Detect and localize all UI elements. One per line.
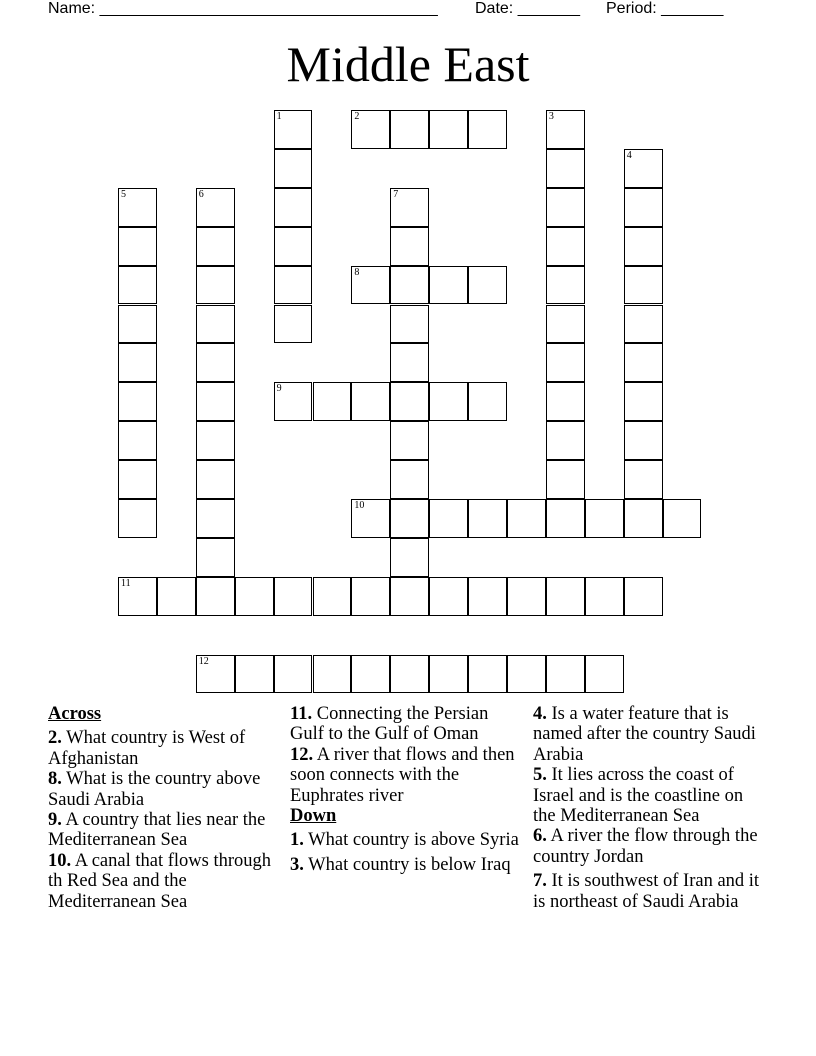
grid-cell[interactable] [585,499,624,538]
grid-cell[interactable] [429,499,468,538]
grid-cell[interactable] [390,655,429,694]
grid-cell[interactable] [118,343,157,382]
grid-cell[interactable] [624,499,663,538]
grid-cell[interactable] [196,382,235,421]
grid-cell[interactable] [390,188,429,227]
grid-cell[interactable] [546,305,585,344]
grid-cell[interactable] [546,188,585,227]
grid-cell[interactable] [196,655,235,694]
grid-cell[interactable] [196,421,235,460]
clue-number: 9 [276,383,282,395]
grid-cell[interactable] [546,382,585,421]
clue-down-4: 4. Is a water feature that is named after the country Saudi Arabia [533,704,756,765]
grid-cell[interactable] [507,655,546,694]
grid-cell[interactable] [196,538,235,577]
grid-cell[interactable] [546,577,585,616]
clue-number: 6 [198,188,204,200]
grid-cell[interactable] [624,305,663,344]
clue-across-12: 12. A river that flows and then soon connects with the Euphrates river [290,744,515,806]
grid-cell[interactable] [546,227,585,266]
grid-cell[interactable] [663,499,702,538]
grid-cell[interactable] [274,110,313,149]
clue-down-5: 5. It lies across the coast of Israel and is the coastline on the Mediterranean Sea [533,765,744,827]
grid-cell[interactable] [235,655,274,694]
grid-cell[interactable] [118,460,157,499]
grid-cell[interactable] [351,577,390,616]
grid-cell[interactable] [585,655,624,694]
grid-cell[interactable] [507,499,546,538]
grid-cell[interactable] [118,421,157,460]
grid-cell[interactable] [546,499,585,538]
grid-cell[interactable] [118,577,157,616]
grid-cell[interactable] [624,460,663,499]
grid-cell[interactable] [274,149,313,188]
grid-cell[interactable] [468,266,507,305]
grid-cell[interactable] [429,382,468,421]
grid-cell[interactable] [118,499,157,538]
clue-column-1 [48,704,284,912]
grid-cell[interactable] [274,266,313,305]
grid-cell[interactable] [274,305,313,344]
clue-number: 11 [121,577,131,589]
grid-cell[interactable] [624,382,663,421]
grid-cell[interactable] [313,577,352,616]
grid-cell[interactable] [546,266,585,305]
grid-cell[interactable] [624,421,663,460]
clue-number: 7 [393,188,399,200]
grid-cell[interactable] [390,421,429,460]
clue-column-3 [533,704,769,912]
clue-down-6: 6. A river the flow through the country Jordan [533,826,758,867]
grid-cell[interactable] [624,149,663,188]
grid-cell[interactable] [235,577,274,616]
name-field[interactable]: Name: ______________________________________ [48,0,438,17]
grid-cell[interactable] [313,382,352,421]
grid-cell[interactable] [196,305,235,344]
clue-number: 3 [548,111,554,122]
grid-cell[interactable] [351,110,390,149]
grid-cell[interactable] [157,577,196,616]
grid-cell[interactable] [351,382,390,421]
clue-across-11: 11. Connecting the Persian Gulf to the Gulf of Oman [290,704,489,745]
grid-cell[interactable] [196,188,235,227]
grid-cell[interactable] [351,655,390,694]
grid-cell[interactable] [390,110,429,149]
across-heading: Across [48,704,102,724]
grid-cell[interactable] [390,343,429,382]
clue-across-8: 8. What is the country above Saudi Arabia [48,769,261,810]
grid-cell[interactable] [274,655,313,694]
grid-cell[interactable] [274,382,313,421]
grid-cell[interactable] [429,655,468,694]
grid-cell[interactable] [274,577,313,616]
page-title: Middle East [286,36,530,92]
grid-cell[interactable] [585,577,624,616]
clue-across-9: 9. A country that lies near the Mediterranean Sea [48,810,266,851]
grid-cell[interactable] [118,305,157,344]
grid-cell[interactable] [546,460,585,499]
grid-cell[interactable] [118,188,157,227]
grid-cell[interactable] [546,421,585,460]
grid-cell[interactable] [313,655,352,694]
grid-cell[interactable] [624,266,663,305]
grid-cell[interactable] [429,577,468,616]
grid-cell[interactable] [351,499,390,538]
period-field[interactable]: Period: _______ [606,0,724,17]
clue-across-2: 2. What country is West of Afghanistan [48,728,246,769]
grid-cell[interactable] [196,266,235,305]
clue-down-3: 3. What country is below Iraq [290,854,511,875]
grid-cell[interactable] [624,343,663,382]
clue-column-2 [290,704,526,875]
grid-cell[interactable] [390,382,429,421]
grid-cell[interactable] [351,266,390,305]
grid-cell[interactable] [429,110,468,149]
grid-cell[interactable] [390,460,429,499]
grid-cell[interactable] [468,577,507,616]
clue-number: 12 [198,655,209,667]
grid-cell[interactable] [624,227,663,266]
grid-cell[interactable] [546,149,585,188]
grid-cell[interactable] [468,655,507,694]
grid-cell[interactable] [468,382,507,421]
grid-cell[interactable] [546,343,585,382]
grid-cell[interactable] [274,227,313,266]
grid-cell[interactable] [390,227,429,266]
date-field[interactable]: Date: _______ [475,0,580,17]
grid-cell[interactable] [118,227,157,266]
clue-number: 8 [354,266,360,278]
clue-number: 4 [626,149,632,161]
clue-number: 2 [354,111,360,122]
grid-cell[interactable] [507,577,546,616]
clue-across-10: 10. A canal that flows through th Red Sea and the Mediterranean Sea [48,850,271,912]
grid-cell[interactable] [624,188,663,227]
grid-cell[interactable] [546,655,585,694]
grid-cell[interactable] [390,266,429,305]
grid-cell[interactable] [274,188,313,227]
grid-cell[interactable] [196,577,235,616]
grid-cell[interactable] [468,110,507,149]
grid-cell[interactable] [468,499,507,538]
grid-cell[interactable] [390,538,429,577]
grid-cell[interactable] [196,499,235,538]
clue-number: 10 [354,500,365,511]
grid-cell[interactable] [196,343,235,382]
grid-cell[interactable] [390,577,429,616]
clue-number: 1 [276,111,282,122]
grid-cell[interactable] [118,382,157,421]
grid-cell[interactable] [390,305,429,344]
grid-cell[interactable] [429,266,468,305]
down-heading: Down [290,806,337,827]
clue-number: 5 [121,188,126,200]
grid-cell[interactable] [546,110,585,149]
clue-down-1: 1. What country is above Syria [290,830,519,851]
grid-cell[interactable] [196,460,235,499]
grid-cell[interactable] [118,266,157,305]
grid-cell[interactable] [624,577,663,616]
grid-cell[interactable] [390,499,429,538]
grid-cell[interactable] [196,227,235,266]
clue-down-7: 7. It is southwest of Iran and it is northeast of Saudi Arabia [533,871,760,912]
